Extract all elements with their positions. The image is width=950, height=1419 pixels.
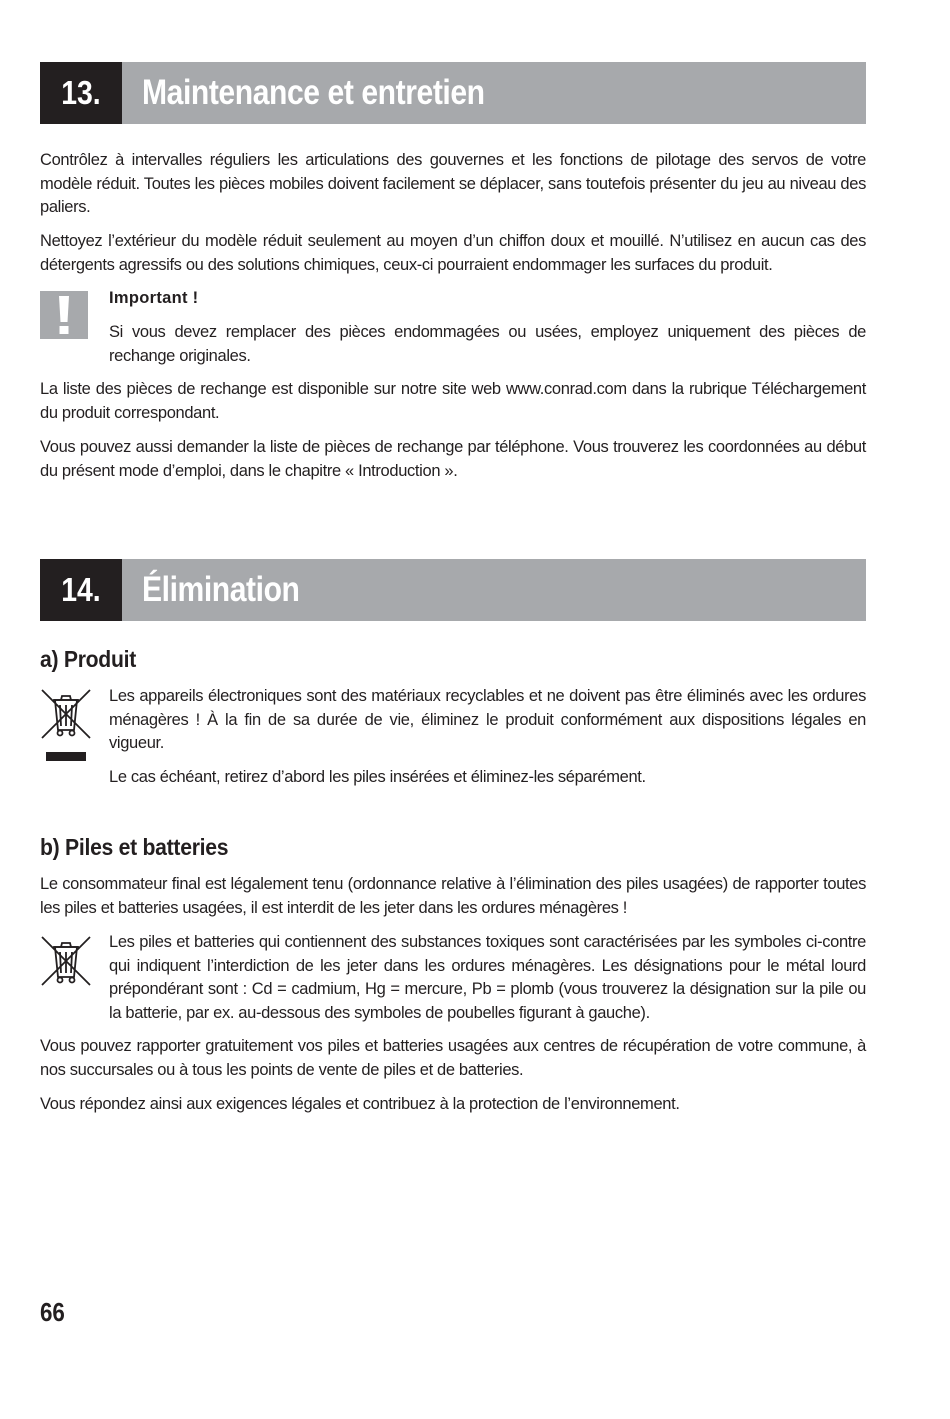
- crossed-out-wheelie-bin-icon: [40, 688, 92, 769]
- important-title: Important !: [109, 289, 199, 307]
- section-13-title-bar: [122, 62, 866, 124]
- section-14-header: [40, 559, 866, 621]
- maintenance-paragraph-3: La liste des pièces de rechange est disponible sur notre site web www.conrad.com dans la rubrique Téléchargement du produit correspondant.: [40, 380, 866, 422]
- batteries-paragraph-2: Les piles et batteries qui contiennent des substances toxiques sont caractérisées par les symboles ci-contre qui indiquent l’interdiction de les jeter dans les ordures ménagères. Les désignations pour le métal lourd prépondérant sont : Cd = cadmium, Hg = mercure, Pb = plomb (vous trouverez la désignation sur la pile ou la batterie, par ex. au-dessous des symboles de poubelles figurant à gauche).: [109, 933, 866, 1022]
- maintenance-paragraph-4: Vous pouvez aussi demander la liste de pièces de rechange par téléphone. Vous trouverez les coordonnées au début du présent mode d’emploi, dans le chapitre « Introduction ».: [40, 438, 866, 480]
- maintenance-paragraph-2: Nettoyez l’extérieur du modèle réduit seulement au moyen d’un chiffon doux et mouillé. N’utilisez en aucun cas des détergents agressifs ou des solutions chimiques, ceux-ci pourraient endommager les surfaces du produit.: [40, 232, 866, 274]
- crossed-out-wheelie-bin-icon: [40, 935, 92, 994]
- subheading-product: a) Produit: [40, 646, 136, 672]
- section-14-title: Élimination: [142, 570, 300, 609]
- section-13-title: Maintenance et entretien: [142, 73, 485, 112]
- batteries-paragraph-3: Vous pouvez rapporter gratuitement vos piles et batteries usagées aux centres de récupération de votre commune, à nos succursales ou à tous les points de vente de piles et de batteries.: [40, 1037, 866, 1079]
- product-paragraph-2: Le cas échéant, retirez d’abord les piles insérées et éliminez-les séparément.: [109, 768, 646, 786]
- maintenance-paragraph-1: Contrôlez à intervalles réguliers les articulations des gouvernes et les fonctions de pilotage des servos de votre modèle réduit. Toutes les pièces mobiles doivent facilement se déplacer, sans toutefois présenter du jeu au niveau des paliers.: [40, 151, 866, 217]
- subheading-batteries: b) Piles et batteries: [40, 834, 229, 860]
- section-14-number-box: [40, 559, 122, 621]
- section-13-header: [40, 62, 866, 124]
- batteries-paragraph-1: Le consommateur final est légalement tenu (ordonnance relative à l’élimination des piles usagées) de rapporter toutes les piles et batteries usagées, il est interdit de les jeter dans les ordures ménagères !: [40, 875, 866, 917]
- product-paragraph-1: Les appareils électroniques sont des matériaux recyclables et ne doivent pas être éliminés avec les ordures ménagères ! À la fin de sa durée de vie, éliminez le produit conformément aux dispositions légales en vigueur.: [109, 687, 866, 753]
- important-text: Si vous devez remplacer des pièces endommagées ou usées, employez uniquement des pièces de rechange originales.: [109, 323, 866, 365]
- batteries-paragraph-4: Vous répondez ainsi aux exigences légales et contribuez à la protection de l’environnement.: [40, 1095, 680, 1113]
- warning-exclamation-icon: [40, 291, 88, 339]
- section-14-title-bar: [122, 559, 866, 621]
- section-14-number: 14.: [61, 571, 101, 608]
- page-number: 66: [40, 1297, 65, 1327]
- section-13-number: 13.: [61, 74, 101, 111]
- section-13-number-box: [40, 62, 122, 124]
